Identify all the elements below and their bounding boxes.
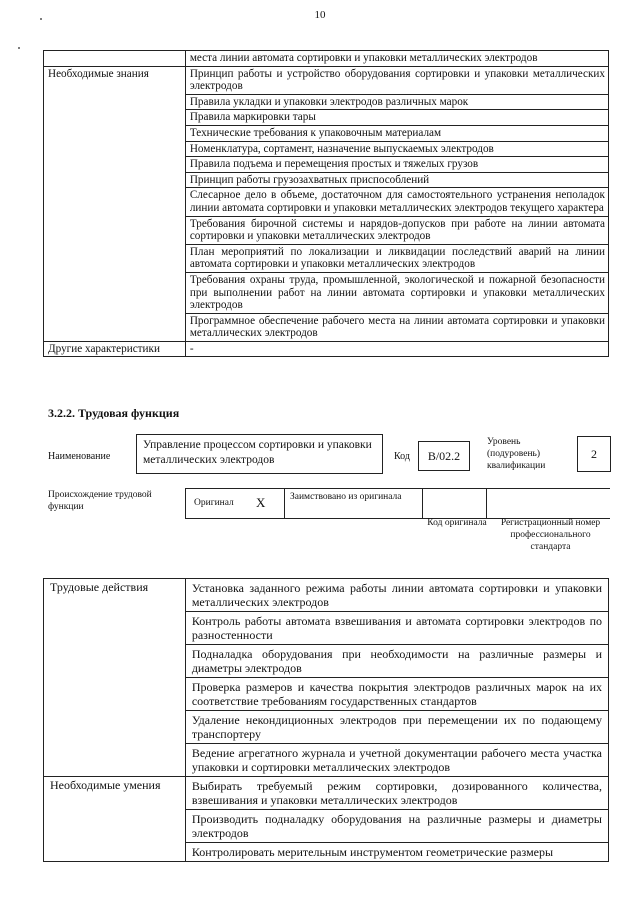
row-label: Необходимые умения (44, 777, 186, 862)
table-cell: Подналадка оборудования при необходимости на различные размеры и диаметры электродов (185, 645, 608, 678)
table-row (44, 66, 609, 94)
row-label: Другие характеристики (44, 341, 186, 357)
level-value: 2 (591, 447, 597, 461)
original-label: Оригинал (194, 498, 234, 508)
table-cell: Контролировать мерительным инструментом геометрические размеры (185, 843, 608, 862)
divider (422, 489, 423, 518)
level-box (577, 436, 611, 472)
table-cell: План мероприятий по локализации и ликвидации последствий аварий на линии автомата сортировки и упаковки металлических электродов (185, 244, 608, 272)
table-row (44, 579, 609, 612)
table-cell: - (185, 341, 608, 357)
table-cell: Номенклатура, сортамент, назначение выпускаемых электродов (185, 141, 608, 157)
table-cell: Принцип работы и устройство оборудования сортировки и упаковки металлических электродов (185, 66, 608, 94)
table-cell: Правила подъема и перемещения простых и тяжелых грузов (185, 157, 608, 173)
table-cell: Программное обеспечение рабочего места на линии автомата сортировки и упаковки металлических электродов (185, 313, 608, 341)
table-cell: Слесарное дело в объеме, достаточном для самостоятельного устранения неполадок линии автомата сортировки и упаковки металлических электродов текущего характера (185, 188, 608, 216)
scan-speck (40, 18, 42, 20)
table-cell: Выбирать требуемый режим сортировки, дозированного количества, взвешивания и упаковки металлических электродов (185, 777, 608, 810)
table-row (44, 51, 609, 67)
borrowed-label: Заимствовано из оригинала (290, 492, 402, 502)
original-mark: X (256, 495, 266, 510)
divider (486, 489, 487, 518)
actions-table (43, 578, 609, 862)
table-cell: места линии автомата сортировки и упаковки металлических электродов (185, 51, 608, 67)
row-label: Трудовые действия (44, 579, 186, 777)
name-label: Наименование (48, 451, 111, 462)
table-row (44, 341, 609, 357)
table-cell: Правила укладки и упаковки электродов различных марок (185, 94, 608, 110)
table-cell: Проверка размеров и качества покрытия электродов различных марок на их соответствие требованиям государственных стандартов (185, 678, 608, 711)
code-value: B/02.2 (427, 449, 461, 463)
table-cell: Технические требования к упаковочным материалам (185, 125, 608, 141)
section-title: 3.2.2. Трудовая функция (48, 406, 180, 420)
origin-label: Происхождение трудовой функции (48, 490, 152, 512)
table-cell: Ведение агрегатного журнала и учетной документации рабочего места участка упаковки и сортировки металлических электродов (185, 744, 608, 777)
row-label (44, 51, 186, 67)
table-cell: Установка заданного режима работы линии автомата сортировки и упаковки металлических электродов (185, 579, 608, 612)
knowledge-table (43, 50, 609, 357)
function-name: Управление процессом сортировки и упаковки металлических электродов (143, 439, 372, 466)
page-number: 10 (314, 9, 326, 21)
code-box (418, 441, 470, 471)
divider (284, 489, 285, 518)
table-cell: Принцип работы грузозахватных приспособлений (185, 172, 608, 188)
table-cell: Удаление некондиционных электродов при перемещении их по подающему транспортеру (185, 711, 608, 744)
table-cell: Контроль работы автомата взвешивания и автомата сортировки электродов по разностенности (185, 612, 608, 645)
table-row (44, 777, 609, 810)
code-caption: Код оригинала (427, 518, 487, 528)
reg-caption: Регистрационный номер профессионального стандарта (500, 518, 601, 552)
table-cell: Требования охраны труда, промышленной, экологической и пожарной безопасности при выполнении работ на линии автомата сортировки и упаковки металлических электродов (185, 272, 608, 313)
table-cell: Правила маркировки тары (185, 110, 608, 126)
function-name-box (136, 434, 383, 474)
origin-box (185, 488, 610, 519)
scan-speck (18, 47, 20, 49)
code-label: Код (394, 451, 410, 462)
level-label: Уровень (подуровень) квалификации (487, 437, 546, 471)
table-cell: Производить подналадку оборудования на различные размеры и диаметры электродов (185, 810, 608, 843)
row-label: Необходимые знания (44, 66, 186, 341)
table-cell: Требования бирочной системы и нарядов-допусков при работе на линии автомата сортировки и упаковки металлических электродов (185, 216, 608, 244)
